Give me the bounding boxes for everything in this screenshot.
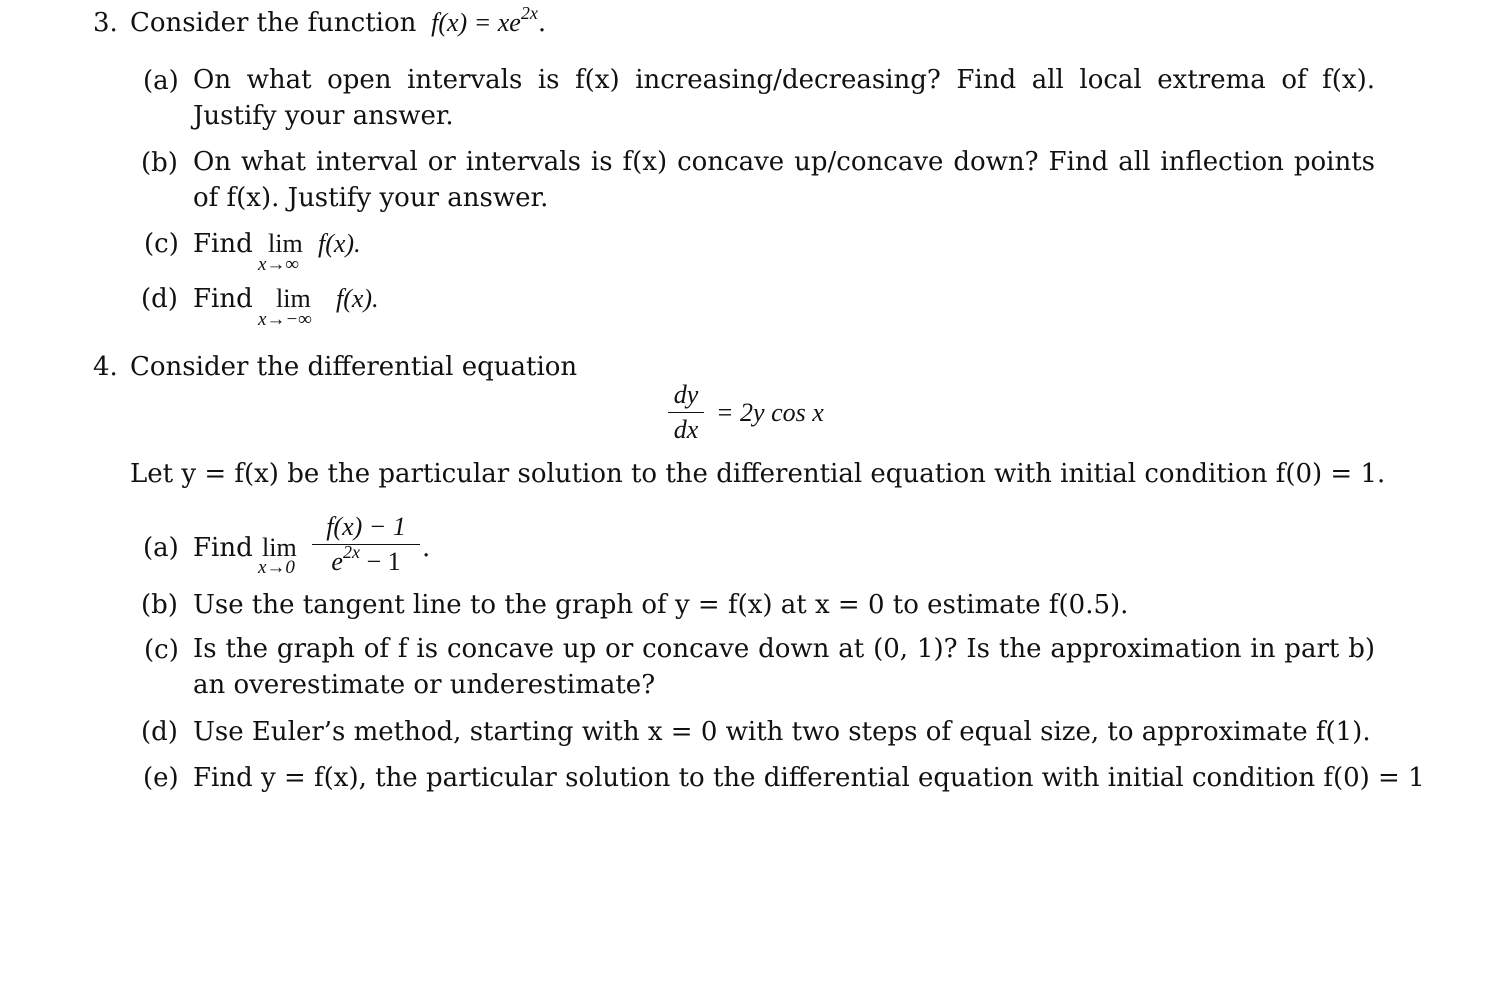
limit-subscript: x→0 <box>258 557 295 578</box>
find-word: Find <box>193 229 253 259</box>
problem-number: 3. <box>93 8 118 38</box>
function-exponent: 2x <box>520 3 538 23</box>
lim-operator: lim <box>268 229 303 258</box>
fraction-period: . <box>422 533 431 563</box>
denominator-rest: − 1 <box>359 547 401 576</box>
part-text: Find y = f(x), the particular solution to the differential equation with initial condition f(0) = 1 <box>193 763 1425 793</box>
fraction-bar <box>668 412 704 413</box>
part-label: (c) <box>144 635 179 665</box>
part-label: (d) <box>141 284 178 314</box>
intro-period: . <box>537 8 547 38</box>
part-text: Use the tangent line to the graph of y = f(x) at x = 0 to estimate f(0.5). <box>193 590 1129 620</box>
limit-expression: f(x). <box>336 284 379 313</box>
fraction-denominator <box>312 542 420 576</box>
lim-operator: lim <box>262 533 297 562</box>
find-word: Find <box>193 284 253 314</box>
function-definition <box>425 3 538 37</box>
part-label: (e) <box>143 763 179 793</box>
problem-intro: Consider the differential equation <box>130 352 578 382</box>
part-label: (d) <box>141 717 178 747</box>
denominator-base: e <box>331 547 343 576</box>
fraction-bar <box>312 544 420 545</box>
part-label: (a) <box>143 533 179 563</box>
limit-fraction <box>312 514 420 575</box>
limit-subscript: x→−∞ <box>258 309 312 330</box>
problem-intro <box>130 3 547 38</box>
limit-subscript: x→∞ <box>258 254 299 275</box>
fraction-numerator: dy <box>673 380 699 409</box>
limit-expression: f(x). <box>318 229 361 258</box>
part-text: Is the graph of f is concave up or concave down at (0, 1)? Is the approximation in part b) an overestimate or underestimate? <box>193 634 1375 700</box>
problem-statement: Let y = f(x) be the particular solution to the differential equation with initial condition f(0) = 1. <box>130 459 1386 489</box>
fraction-denominator: dx <box>673 415 699 444</box>
part-label: (b) <box>141 590 178 620</box>
problem-number: 4. <box>93 352 118 382</box>
derivative-fraction <box>668 382 704 443</box>
part-text: On what interval or intervals is f(x) concave up/concave down? Find all inflection points of f(x). Justify your answer. <box>193 147 1375 213</box>
intro-text: Consider the function <box>130 8 417 38</box>
denominator-exponent: 2x <box>342 542 360 562</box>
part-label: (a) <box>143 66 179 96</box>
fraction-numerator: f(x) − 1 <box>326 512 406 541</box>
part-text: On what open intervals is f(x) increasing/decreasing? Find all local extrema of f(x). Justify your answer. <box>193 65 1375 131</box>
find-word: Find <box>193 533 253 563</box>
part-text: Use Euler’s method, starting with x = 0 with two steps of equal size, to approximate f(1). <box>193 717 1371 747</box>
part-label: (b) <box>141 148 178 178</box>
function-expression: f(x) = xe <box>431 8 521 37</box>
equation-rhs: = 2y cos x <box>716 398 824 427</box>
part-label: (c) <box>144 229 179 259</box>
lim-operator: lim <box>276 284 311 313</box>
